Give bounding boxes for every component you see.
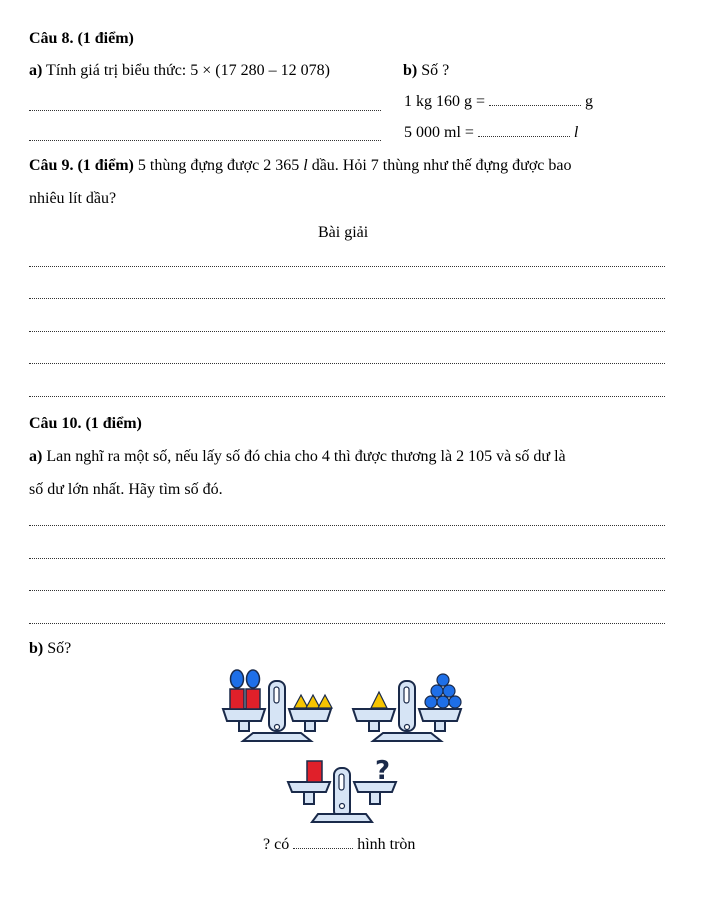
- conv2-blank[interactable]: [478, 136, 570, 137]
- scale-base: [312, 814, 372, 822]
- conv1-blank[interactable]: [489, 105, 581, 106]
- q8-b-label: b): [403, 62, 418, 79]
- blue-circle: [437, 696, 449, 708]
- answer-line[interactable]: [29, 140, 381, 141]
- conversion-row-2: [404, 124, 578, 142]
- answer-line[interactable]: [29, 363, 665, 364]
- blue-circle: [425, 696, 437, 708]
- answer-line[interactable]: [29, 331, 665, 332]
- q10-title: Câu 10. (1 điểm): [29, 415, 142, 432]
- scale-slot: [404, 687, 409, 703]
- solution-heading: Bài giải: [318, 224, 369, 241]
- q8-part-b: [403, 62, 449, 80]
- q9-unit: l: [303, 157, 308, 174]
- answer-blank[interactable]: [293, 848, 353, 849]
- scale-pivot: [275, 725, 280, 730]
- scale-pivot: [405, 725, 410, 730]
- scale-slot: [339, 774, 344, 790]
- balance-scale-2: [345, 665, 485, 745]
- q10-a-text-1: Lan nghĩ ra một số, nếu lấy số đó chia cho 4 thì được thương là 2 105 và số dư là: [42, 448, 566, 465]
- blue-circle: [443, 685, 455, 697]
- scale-pivot: [340, 804, 345, 809]
- q10-a-line-1: [29, 448, 566, 466]
- red-block: [307, 761, 322, 782]
- q10-b-label: b): [29, 640, 44, 657]
- answer-line[interactable]: [29, 558, 665, 559]
- answer-prefix: ? có: [263, 836, 290, 853]
- conv1-unit: g: [585, 93, 594, 110]
- conv2-unit: l: [573, 124, 579, 141]
- yellow-triangle: [371, 692, 387, 708]
- blue-circle: [437, 674, 449, 686]
- balance-scale-3: [280, 752, 420, 832]
- pan-left: [353, 709, 395, 721]
- answer-line[interactable]: [29, 623, 665, 624]
- answer-line[interactable]: [29, 590, 665, 591]
- answer-suffix: hình tròn: [357, 836, 416, 853]
- blue-circle: [247, 670, 260, 688]
- conversion-row-1: [404, 93, 593, 111]
- pan-left: [288, 782, 330, 792]
- yellow-triangle: [318, 695, 332, 708]
- red-block: [230, 689, 244, 709]
- answer-line[interactable]: [29, 396, 665, 397]
- scale-base: [373, 733, 441, 741]
- q8-title: Câu 8. (1 điểm): [29, 30, 134, 47]
- answer-line[interactable]: [29, 525, 665, 526]
- q8-a-label: a): [29, 62, 43, 79]
- answer-line[interactable]: [29, 110, 381, 111]
- q8-b-text: Số ?: [421, 62, 450, 79]
- pan-stem-left: [239, 721, 249, 731]
- q8-part-a: [29, 62, 330, 80]
- q9-title: Câu 9. (1 điểm): [29, 157, 134, 174]
- blue-circle: [449, 696, 461, 708]
- conv2-left: 5 000 ml =: [404, 124, 474, 141]
- q9-text-1: 5 thùng đựng được 2 365: [133, 157, 304, 174]
- q10-b-text: Số?: [43, 640, 72, 657]
- q10-b-answer: [263, 836, 415, 854]
- red-block: [246, 689, 260, 709]
- scale-slot: [274, 687, 279, 703]
- q9-line-1: [29, 157, 571, 175]
- answer-line[interactable]: [29, 298, 665, 299]
- pan-stem-right: [435, 721, 445, 731]
- yellow-triangle: [294, 695, 308, 708]
- q9-text-3: nhiêu lít dầu?: [29, 190, 117, 207]
- pan-stem-right: [305, 721, 315, 731]
- yellow-triangle: [306, 695, 320, 708]
- q8-a-text: Tính giá trị biểu thức: 5 × (17 280 – 12 078): [46, 62, 330, 79]
- blue-circle: [431, 685, 443, 697]
- pan-right: [289, 709, 331, 721]
- pan-stem-left: [369, 721, 379, 731]
- blue-circle: [231, 670, 244, 688]
- scale-base: [243, 733, 311, 741]
- answer-line[interactable]: [29, 266, 665, 267]
- pan-left: [223, 709, 265, 721]
- balance-scale-1: [215, 665, 355, 745]
- pan-right: [419, 709, 461, 721]
- q10-a-label: a): [29, 448, 43, 465]
- conv1-left: 1 kg 160 g =: [404, 93, 486, 110]
- q10-a-text-2: số dư lớn nhất. Hãy tìm số đó.: [29, 481, 223, 498]
- q10-part-b: [29, 640, 71, 658]
- q9-text-2: dầu. Hỏi 7 thùng như thế đựng được bao: [307, 157, 572, 174]
- unknown-question-mark: ?: [375, 756, 391, 786]
